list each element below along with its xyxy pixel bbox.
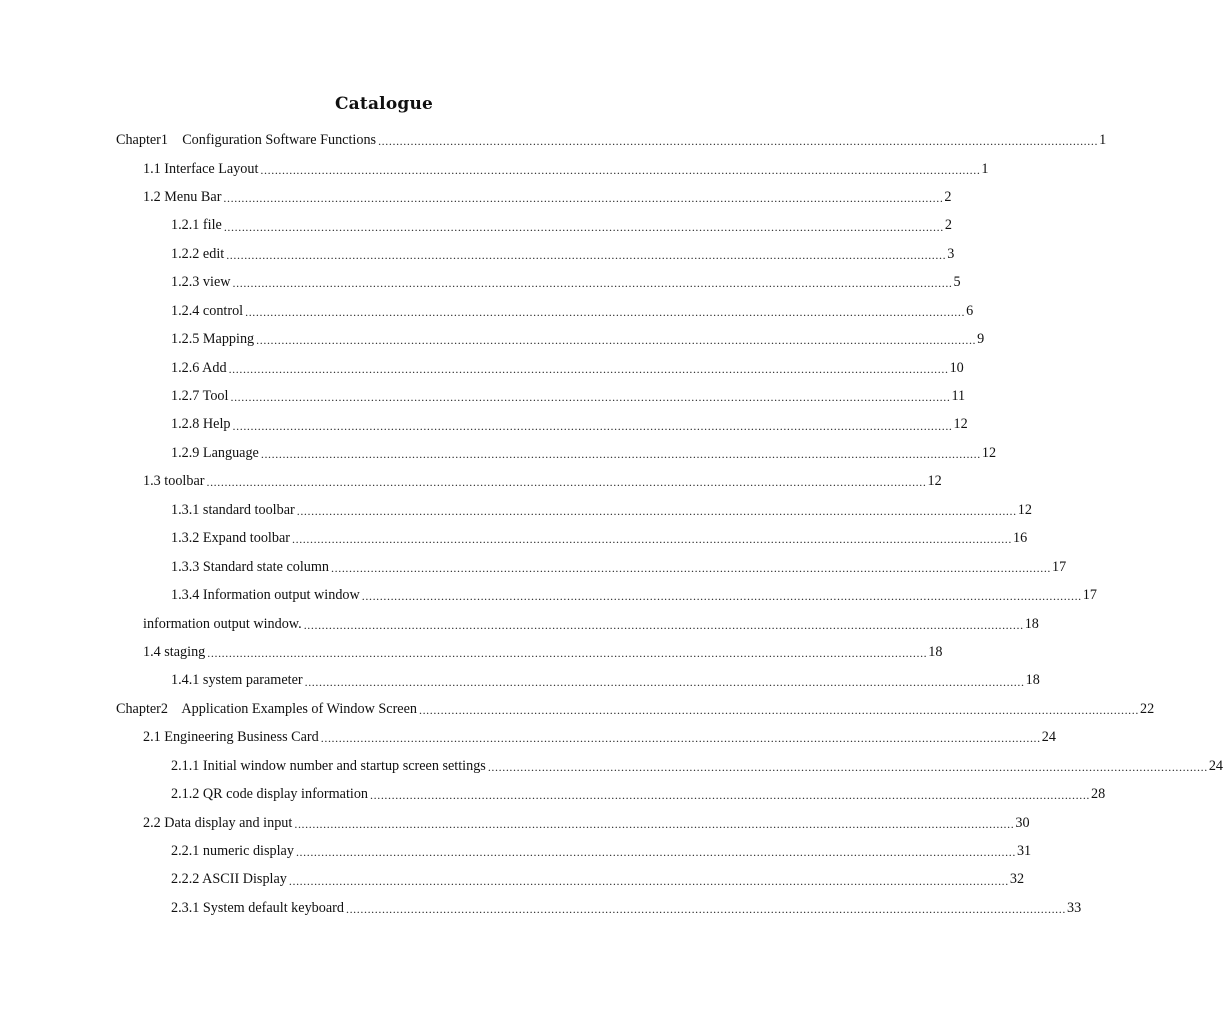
toc-entry-title: 2.2.2 ASCII Display	[171, 871, 287, 888]
toc-entry-page-number: 18	[928, 643, 943, 660]
toc-entry[interactable]	[0, 723, 1056, 751]
toc-entry-title: information output window.	[143, 615, 302, 632]
dot-leader: ........................................................................................................................................................................................................	[345, 902, 1066, 917]
toc-entry-page-number: 24	[1208, 757, 1223, 774]
toc-entry-title: 2.2.1 numeric display	[171, 843, 294, 860]
dot-leader: ........................................................................................................................................................................................................	[223, 219, 944, 234]
toc-entry[interactable]	[0, 894, 1082, 922]
toc-entry-page-number: 32	[1009, 871, 1025, 888]
toc-entry-page-number: 30	[1015, 814, 1030, 831]
toc-entry-title: 1.2.5 Mapping	[171, 331, 255, 348]
toc-entry-title: 1.3.4 Information output window	[171, 587, 360, 604]
toc-entry[interactable]	[0, 154, 989, 182]
toc-entry-title: 1.4 staging	[143, 643, 206, 660]
dot-leader: ........................................................................................................................................................................................................	[256, 333, 977, 348]
dot-leader: ........................................................................................................................................................................................................	[295, 845, 1016, 860]
toc-entry[interactable]	[0, 581, 1097, 609]
toc-entry[interactable]	[0, 268, 961, 296]
toc-entry-title: 1.2.7 Tool	[171, 388, 229, 405]
toc-entry-title: 1.2.4 control	[171, 302, 244, 319]
toc-entry-title: 2.1.2 QR code display information	[171, 786, 369, 803]
toc-entry-title: 1.3.3 Standard state column	[171, 558, 330, 575]
toc-entry-page-number: 9	[977, 331, 985, 348]
toc-entry-page-number: 10	[949, 359, 964, 376]
toc-entry[interactable]	[0, 410, 968, 438]
toc-entry-page-number: 18	[1025, 672, 1040, 689]
toc-entry-title: 2.2 Data display and input	[143, 814, 293, 831]
toc-entry[interactable]	[0, 865, 1025, 893]
toc-entry-page-number: 12	[1017, 501, 1032, 518]
toc-entry[interactable]	[0, 809, 1030, 837]
toc-entry[interactable]	[0, 126, 1107, 154]
dot-leader: ........................................................................................................................................................................................................	[378, 134, 1099, 149]
toc-entry-page-number: 3	[947, 245, 955, 262]
toc-entry[interactable]	[0, 467, 942, 495]
toc-entry-title: 2.1 Engineering Business Card	[143, 729, 319, 746]
toc-entry[interactable]	[0, 382, 966, 410]
dot-leader: ........................................................................................................................................................................................................	[230, 390, 951, 405]
toc-entry-page-number: 12	[927, 473, 942, 490]
toc-entry-title: 1.2.8 Help	[171, 416, 231, 433]
toc-entry-title: 2.1.1 Initial window number and startup screen settings	[171, 757, 486, 774]
dot-leader: ........................................................................................................................................................................................................	[260, 447, 981, 462]
toc-entry-page-number: 2	[944, 188, 952, 205]
toc-entry-page-number: 12	[953, 416, 968, 433]
toc-entry-page-number: 6	[966, 302, 974, 319]
toc-entry-title: Chapter2 Application Examples of Window Screen	[116, 700, 417, 717]
toc-entry-title: Chapter1 Configuration Software Functions	[116, 132, 377, 149]
toc-entry-page-number: 12	[981, 444, 997, 461]
toc-entry[interactable]	[0, 325, 985, 353]
dot-leader: ........................................................................................................................................................................................................	[245, 304, 966, 319]
toc-entry[interactable]	[0, 695, 1155, 723]
dot-leader: ........................................................................................................................................................................................................	[292, 532, 1012, 547]
dot-leader: ........................................................................................................................................................................................................	[223, 191, 944, 206]
toc-entry-title: 1.2.3 view	[171, 274, 231, 291]
dot-leader: ........................................................................................................................................................................................................	[304, 674, 1025, 689]
toc-entry-title: 1.3.1 standard toolbar	[171, 501, 295, 518]
catalogue-title: Catalogue	[334, 94, 434, 114]
toc-entry-page-number: 5	[953, 274, 961, 291]
toc-entry[interactable]	[0, 297, 974, 325]
toc-entry-page-number: 1	[981, 160, 989, 177]
toc-entry-page-number: 33	[1066, 899, 1082, 916]
toc-entry-page-number: 11	[951, 388, 966, 405]
toc-entry[interactable]	[0, 752, 1223, 780]
dot-leader: ........................................................................................................................................................................................................	[226, 247, 947, 262]
toc-entry-page-number: 31	[1016, 843, 1032, 860]
toc-entry[interactable]	[0, 780, 1106, 808]
dot-leader: ........................................................................................................................................................................................................	[303, 617, 1024, 632]
toc-entry[interactable]	[0, 496, 1032, 524]
toc-entry[interactable]	[0, 439, 997, 467]
dot-leader: ........................................................................................................................................................................................................	[294, 816, 1015, 831]
toc-entry[interactable]	[0, 524, 1028, 552]
toc-entry[interactable]	[0, 666, 1040, 694]
dot-leader: ........................................................................................................................................................................................................	[207, 646, 928, 661]
toc-entry-title: 1.2.6 Add	[171, 359, 227, 376]
toc-entry-title: 1.2 Menu Bar	[143, 188, 222, 205]
dot-leader: ........................................................................................................................................................................................................	[370, 788, 1091, 803]
toc-entry-page-number: 18	[1024, 615, 1039, 632]
dot-leader: ........................................................................................................................................................................................................	[331, 560, 1052, 575]
toc-entry-title: 1.2.1 file	[171, 217, 222, 234]
toc-entry-page-number: 17	[1052, 558, 1067, 575]
dot-leader: ........................................................................................................................................................................................................	[206, 475, 927, 490]
dot-leader: ........................................................................................................................................................................................................	[361, 589, 1082, 604]
toc-entry-page-number: 2	[944, 217, 952, 234]
dot-leader: ........................................................................................................................................................................................................	[260, 162, 981, 177]
toc-entry-page-number: 24	[1041, 729, 1056, 746]
toc-entry[interactable]	[0, 240, 955, 268]
toc-entry-page-number: 1	[1099, 132, 1107, 149]
toc-entry-title: 1.4.1 system parameter	[171, 672, 303, 689]
toc-entry[interactable]	[0, 609, 1039, 637]
toc-entry-title: 1.1 Interface Layout	[143, 160, 259, 177]
toc-entry[interactable]	[0, 638, 943, 666]
dot-leader: ........................................................................................................................................................................................................	[288, 873, 1009, 888]
dot-leader: ........................................................................................................................................................................................................	[232, 276, 953, 291]
dot-leader: ........................................................................................................................................................................................................	[232, 418, 953, 433]
toc-entry-title: 1.2.2 edit	[171, 245, 225, 262]
toc-entry-page-number: 16	[1013, 530, 1028, 547]
toc-entry[interactable]	[0, 354, 964, 382]
dot-leader: ........................................................................................................................................................................................................	[487, 759, 1208, 774]
toc-entry-title: 2.3.1 System default keyboard	[171, 899, 344, 916]
dot-leader: ........................................................................................................................................................................................................	[296, 503, 1017, 518]
toc-entry-title: 1.3.2 Expand toolbar	[171, 530, 290, 547]
toc-entry[interactable]	[0, 837, 1032, 865]
dot-leader: ........................................................................................................................................................................................................	[320, 731, 1041, 746]
toc-entry[interactable]	[0, 183, 952, 211]
toc-entry-page-number: 22	[1139, 700, 1155, 717]
table-of-contents	[0, 126, 1223, 922]
toc-entry-title: 1.3 toolbar	[143, 473, 205, 490]
toc-entry-page-number: 28	[1091, 786, 1106, 803]
toc-entry[interactable]	[0, 553, 1067, 581]
dot-leader: ........................................................................................................................................................................................................	[228, 361, 949, 376]
toc-entry-title: 1.2.9 Language	[171, 444, 259, 461]
toc-entry-page-number: 17	[1082, 587, 1097, 604]
dot-leader: ........................................................................................................................................................................................................	[418, 702, 1139, 717]
toc-entry[interactable]	[0, 211, 952, 239]
